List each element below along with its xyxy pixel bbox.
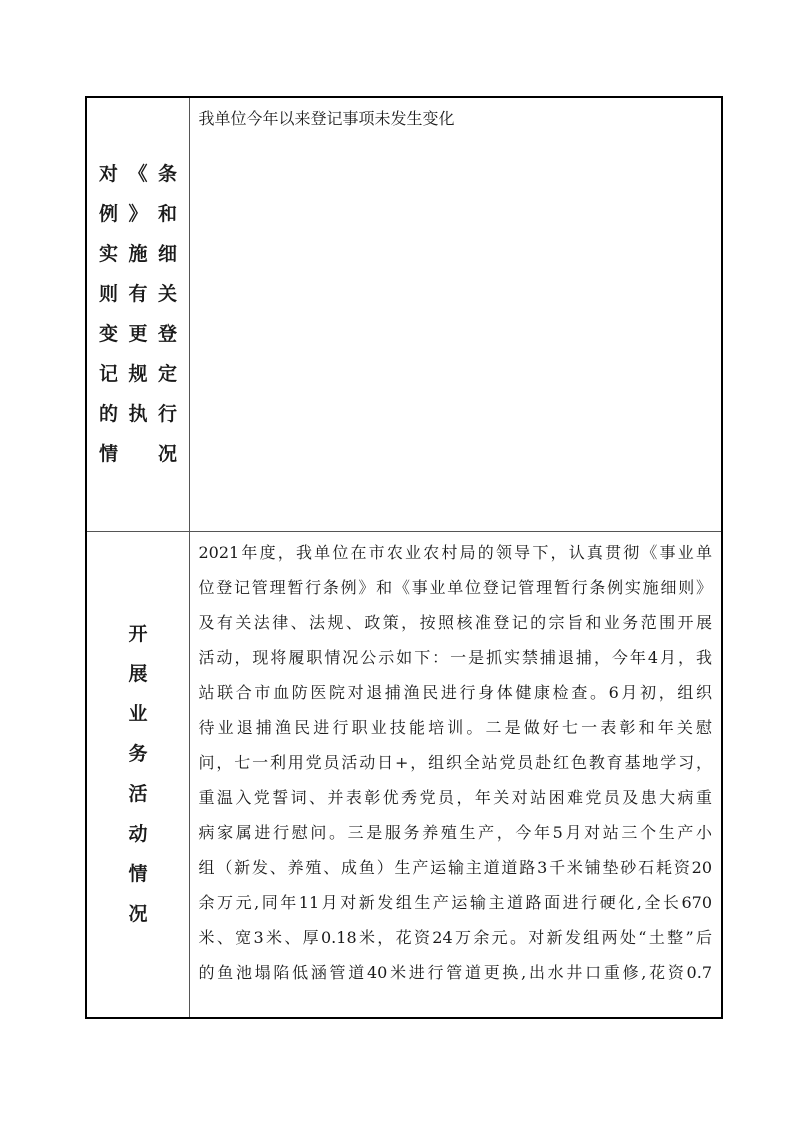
row-content-cell-registration-changes xyxy=(189,97,722,531)
row-label-line: 则有关 xyxy=(99,283,177,306)
content-line: 位登记管理暂行条例》和《事业单位登记管理暂行条例实施细则》 xyxy=(198,577,712,597)
row-label-line: 情况 xyxy=(99,443,177,466)
annual-report-table xyxy=(85,96,723,1019)
row-content-cell-business-activities xyxy=(189,531,722,1018)
content-line: 待业退捕渔民进行职业技能培训。二是做好七一表彰和年关慰 xyxy=(198,717,712,737)
row-label-line: 实施细 xyxy=(99,243,177,266)
row-label-line: 例》和 xyxy=(99,203,177,226)
row-label-char: 展 xyxy=(128,663,148,686)
row-label-line: 对《条 xyxy=(99,163,177,186)
row-label-char: 情 xyxy=(128,863,148,886)
row-label-line: 记规定 xyxy=(99,363,177,386)
content-line: 病家属进行慰问。三是服务养殖生产，今年5月对站三个生产小 xyxy=(198,822,712,842)
content-line: 站联合市血防医院对退捕渔民进行身体健康检查。6月初，组织 xyxy=(198,682,712,702)
row-label-cell-registration-changes xyxy=(86,97,189,531)
row-label-char: 务 xyxy=(128,743,148,766)
table-row-registration-changes xyxy=(86,97,722,531)
content-line: 组（新发、养殖、成鱼）生产运输主道道路3千米铺垫砂石耗资20 xyxy=(198,857,712,877)
content-line: 及有关法律、法规、政策，按照核准登记的宗旨和业务范围开展 xyxy=(198,612,712,632)
content-line: 的鱼池塌陷低涵管道40米进行管道更换,出水井口重修,花资0.7 xyxy=(198,962,712,982)
row-label-char: 况 xyxy=(128,903,148,926)
row-label-line: 变更登 xyxy=(99,323,177,346)
row-label-char: 开 xyxy=(128,623,148,646)
row-label-char: 动 xyxy=(128,823,148,846)
row-label-char: 业 xyxy=(128,703,148,726)
content-line: 活动，现将履职情况公示如下：一是抓实禁捕退捕，今年4月，我 xyxy=(198,647,712,667)
table-row-business-activities xyxy=(86,531,722,1018)
content-line: 问，七一利用党员活动日+，组织全站党员赴红色教育基地学习， xyxy=(198,752,712,772)
row-label-line: 的执行 xyxy=(99,403,177,426)
row-label-char: 活 xyxy=(128,783,148,806)
content-line: 2021年度，我单位在市农业农村局的领导下，认真贯彻《事业单 xyxy=(198,542,712,562)
content-line: 余万元,同年11月对新发组生产运输主道路面进行硬化,全长670 xyxy=(198,892,712,912)
content-line: 米、宽3米、厚0.18米，花资24万余元。对新发组两处“土整”后 xyxy=(198,927,712,947)
content-line: 重温入党誓词、并表彰优秀党员，年关对站困难党员及患大病重 xyxy=(198,787,712,807)
row-label-cell-business-activities xyxy=(86,531,189,1018)
content-line: 我单位今年以来登记事项未发生变化 xyxy=(198,109,455,128)
